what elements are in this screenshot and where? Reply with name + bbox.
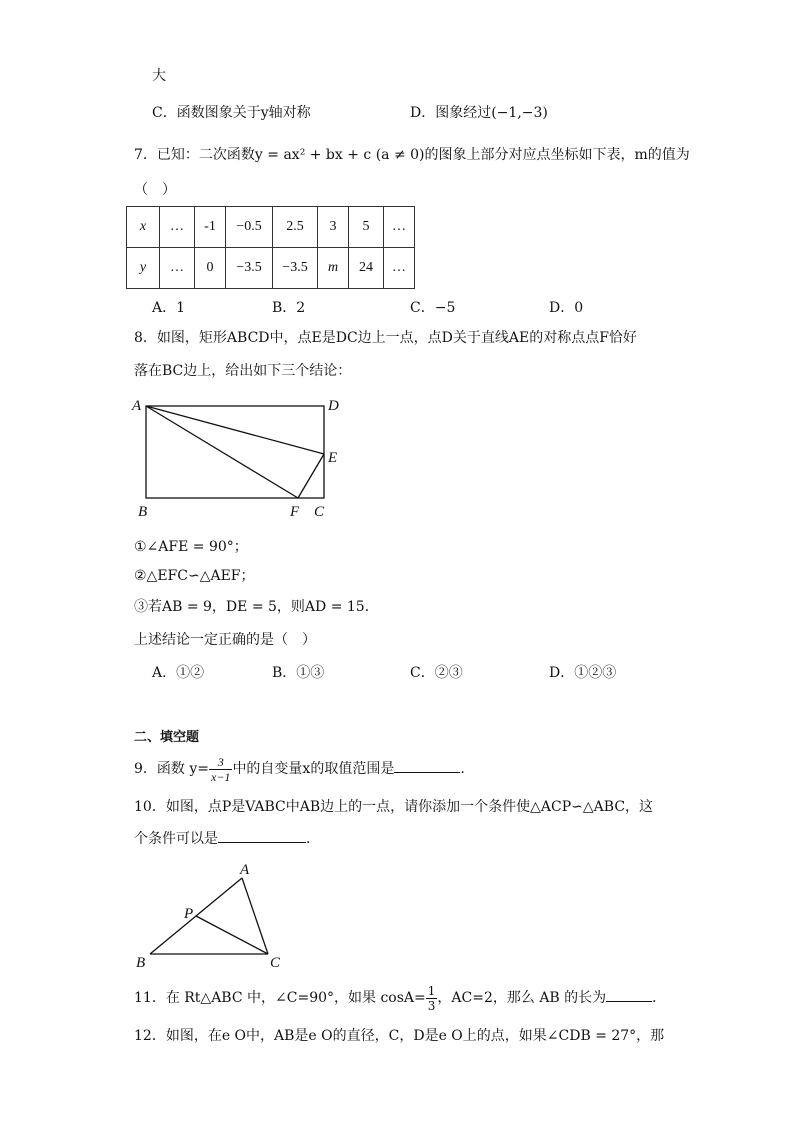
table-cell: −3.5	[273, 248, 318, 289]
table-cell: −0.5	[226, 207, 273, 248]
q10-triangle-figure	[128, 860, 298, 972]
table-cell: 3	[318, 207, 349, 248]
table-cell: −3.5	[226, 248, 273, 289]
table-cell: 24	[349, 248, 384, 289]
q11-line	[134, 981, 666, 1015]
label-b: B	[138, 504, 148, 520]
q11-suffix: ，AC=2，那么 AB 的长为	[437, 990, 607, 1006]
q9-line	[134, 752, 465, 786]
q7-option-c: C．−5	[410, 300, 456, 316]
table-cell: x	[127, 207, 160, 248]
q10-line2	[134, 829, 320, 849]
table-cell: 2.5	[273, 207, 318, 248]
label-d: D	[328, 398, 339, 414]
label-e: E	[328, 450, 338, 466]
q8-conclusion-1: ①∠AFE = 90°；	[134, 539, 248, 555]
table-cell: m	[318, 248, 349, 289]
table-cell: -1	[195, 207, 226, 248]
q10-end: ．	[306, 831, 320, 847]
label-f: F	[290, 504, 300, 520]
label-c: C	[270, 955, 281, 971]
q9-prefix: 9．函数 y=	[134, 761, 209, 777]
q7-option-d: D．0	[549, 300, 584, 316]
q10-line1: 10．如图，点P是VABC中AB边上的一点，请你添加一个条件使△ACP∽△ABC，这	[134, 799, 654, 815]
q8-question: 上述结论一定正确的是（ ）	[134, 632, 316, 648]
q11-fraction	[426, 984, 438, 1013]
segment-ae	[146, 406, 324, 454]
table-row	[127, 248, 415, 289]
q6-option-c: C．函数图象关于y轴对称	[152, 105, 311, 121]
q8-rectangle-figure	[126, 392, 356, 522]
q9-fraction-denominator: x−1	[211, 769, 231, 784]
label-a: A	[132, 398, 142, 414]
q6-option-d: D．图象经过(−1,−3)	[410, 105, 548, 121]
q8-option-c: C．②③	[410, 665, 463, 681]
segment-af	[146, 406, 298, 498]
q11-answer-blank[interactable]	[606, 1001, 652, 1002]
q8-option-a: A．①②	[152, 665, 205, 681]
q11-prefix: 11．在 Rt△ABC 中，∠C=90°，如果 cosA=	[134, 990, 426, 1006]
q6-tail-text: 大	[152, 68, 166, 84]
label-p: P	[184, 906, 194, 922]
q11-end: ．	[652, 990, 667, 1006]
q9-end: .	[460, 761, 465, 777]
table-cell: …	[384, 207, 415, 248]
q8-option-b: B．①③	[272, 665, 325, 681]
q8-conclusion-2: ②△EFC∽△AEF；	[134, 568, 255, 584]
q7-option-a: A．1	[152, 300, 186, 316]
q9-suffix: 中的自变量x的取值范围是	[232, 761, 395, 777]
table-cell: …	[160, 248, 195, 289]
q9-fraction-numerator: 3	[209, 755, 232, 770]
section-title: 二、填空题	[134, 730, 200, 745]
q8-option-d: D．①②③	[549, 665, 617, 681]
table-cell: 0	[195, 248, 226, 289]
table-cell: 5	[349, 207, 384, 248]
table-cell: …	[160, 207, 195, 248]
label-a: A	[240, 862, 250, 878]
q8-stem-line1: 8．如图，矩形ABCD中，点E是DC边上一点，点D关于直线AE的对称点点F恰好	[134, 330, 637, 346]
label-b: B	[136, 955, 146, 971]
q11-fraction-denominator: 3	[427, 998, 436, 1013]
table-cell: y	[127, 248, 160, 289]
q9-fraction	[209, 755, 232, 784]
q12-line1: 12．如图，在e O中，AB是e O的直径，C，D是e O上的点，如果∠CDB = 27°，那	[134, 1028, 665, 1044]
q7-option-b: B．2	[272, 300, 306, 316]
table-cell: …	[384, 248, 415, 289]
table-row	[127, 207, 415, 248]
q10-answer-blank[interactable]	[218, 842, 306, 843]
q7-value-table	[126, 206, 415, 289]
q8-conclusion-3: ③若AB = 9，DE = 5，则AD = 15．	[134, 599, 379, 615]
label-c: C	[314, 504, 325, 520]
q7-stem: 7．已知：二次函数y = ax² + bx + c (a ≠ 0)的图象上部分对应点坐标如下表，m的值为	[134, 147, 690, 163]
rectangle-abcd	[146, 406, 324, 498]
q8-stem-line2: 落在BC边上，给出如下三个结论：	[134, 363, 352, 379]
q11-fraction-numerator: 1	[427, 983, 436, 998]
q10-line2-text: 个条件可以是	[134, 831, 218, 847]
q9-answer-blank[interactable]	[394, 772, 460, 773]
segment-fe	[298, 454, 324, 498]
q7-paren: （ ）	[134, 182, 176, 198]
